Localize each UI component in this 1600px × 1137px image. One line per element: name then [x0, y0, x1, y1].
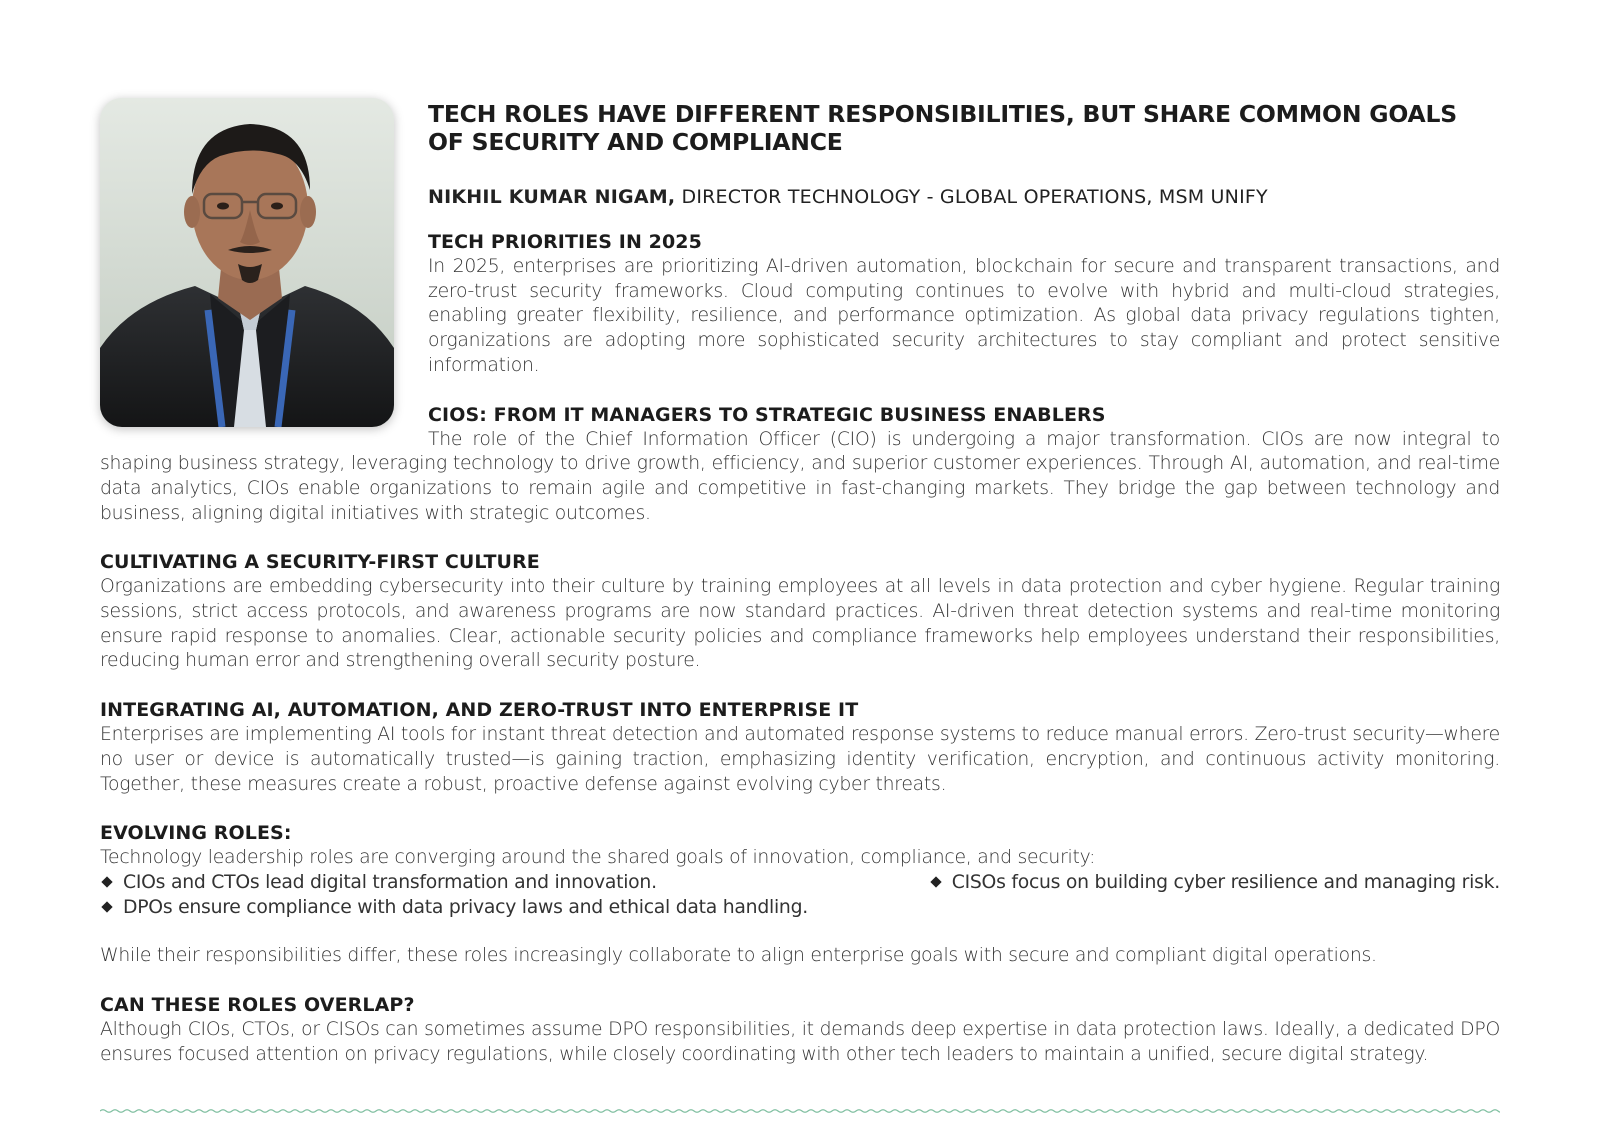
section-body-roles-overlap: Although CIOs, CTOs, or CISOs can sometimes assume DPO responsibilities, it demands deep expertise in data protection laws. Ideally, a dedicated DPO ensures focused attention on privacy regulations, while closely coordinating with other tech leaders to maintain a unified, secure digital strategy.: [100, 1019, 1500, 1065]
author-title: DIRECTOR TECHNOLOGY - GLOBAL OPERATIONS, MSM UNIFY: [675, 186, 1268, 208]
bullet-item: [929, 871, 1500, 896]
footer-wavy-rule: [100, 1108, 1500, 1114]
article: [100, 98, 1500, 1067]
author-photo: [100, 98, 394, 427]
article-headline: TECH ROLES HAVE DIFFERENT RESPONSIBILITIES, BUT SHARE COMMON GOALS OF SECURITY AND COMPLIANCE: [428, 100, 1458, 156]
section-title-tech-priorities: TECH PRIORITIES IN 2025: [428, 231, 702, 253]
bullet-text: CIOs and CTOs lead digital transformation and innovation.: [123, 871, 657, 893]
diamond-bullet-icon: [930, 876, 941, 887]
section-title-cios: CIOS: FROM IT MANAGERS TO STRATEGIC BUSINESS ENABLERS: [428, 403, 1106, 426]
bullet-text: CISOs focus on building cyber resilience and managing risk.: [951, 871, 1500, 893]
diamond-bullet-icon: [101, 901, 112, 912]
roles-bullet-list: [100, 871, 1500, 920]
bullet-item: [100, 871, 657, 896]
section-body-ai-zero-trust: Enterprises are implementing AI tools for instant threat detection and automated response systems to reduce manual errors. Zero-trust security—where no user or device is automatically trusted—is gaining traction, emphasizing identity verification, encryption, and continuous activity monitoring. Together, these measures create a robust, proactive defense against evolving cyber threats.: [100, 724, 1500, 795]
bullet-item: [100, 896, 1500, 921]
section-body-tech-priorities: In 2025, enterprises are prioritizing AI-driven automation, blockchain for secure and transparent transactions, and zero-trust security frameworks. Cloud computing continues to evolve with hybrid and multi-cloud strategies, enabling greater flexibility, resilience, and performance optimization. As global data privacy regulations tighten, organizations are adopting more sophisticated security architectures to stay compliant and protect sensitive information.: [428, 256, 1500, 376]
section-title-security-culture: CULTIVATING A SECURITY-FIRST CULTURE: [100, 551, 540, 574]
diamond-bullet-icon: [101, 876, 112, 887]
section-body-security-culture: Organizations are embedding cybersecurity into their culture by training employees at all levels in data protection and cyber hygiene. Regular training sessions, strict access protocols, and awareness programs are now standard practices. AI-driven threat detection systems and real-time monitoring ensure rapid response to anomalies. Clear, actionable security policies and compliance frameworks help employees understand their responsibilities, reducing human error and strengthening overall security posture.: [100, 576, 1500, 672]
section-title-roles-overlap: CAN THESE ROLES OVERLAP?: [100, 994, 415, 1017]
author-name: NIKHIL KUMAR NIGAM,: [428, 186, 676, 208]
section-title-evolving-roles: EVOLVING ROLES:: [100, 822, 292, 845]
section-body-evolving-roles: Technology leadership roles are converging around the shared goals of innovation, compliance, and security:: [100, 847, 1096, 869]
section-body-cios: The role of the Chief Information Officer (CIO) is undergoing a major transformation. CIOs are now integral to shaping business strategy, leveraging technology to drive growth, efficiency, and superior customer experiences. Through AI, automation, and real-time data analytics, CIOs enable organizations to remain agile and competitive in fast-changing markets. They bridge the gap between technology and business, aligning digital initiatives with strategic outcomes.: [100, 428, 1500, 524]
section-title-ai-zero-trust: INTEGRATING AI, AUTOMATION, AND ZERO-TRUST INTO ENTERPRISE IT: [100, 699, 859, 722]
evolving-roles-closing: While their responsibilities differ, these roles increasingly collaborate to align enterprise goals with secure and compliant digital operations.: [100, 945, 1377, 967]
bullet-text: DPOs ensure compliance with data privacy laws and ethical data handling.: [123, 896, 808, 918]
author-portrait-illustration: [100, 98, 394, 427]
